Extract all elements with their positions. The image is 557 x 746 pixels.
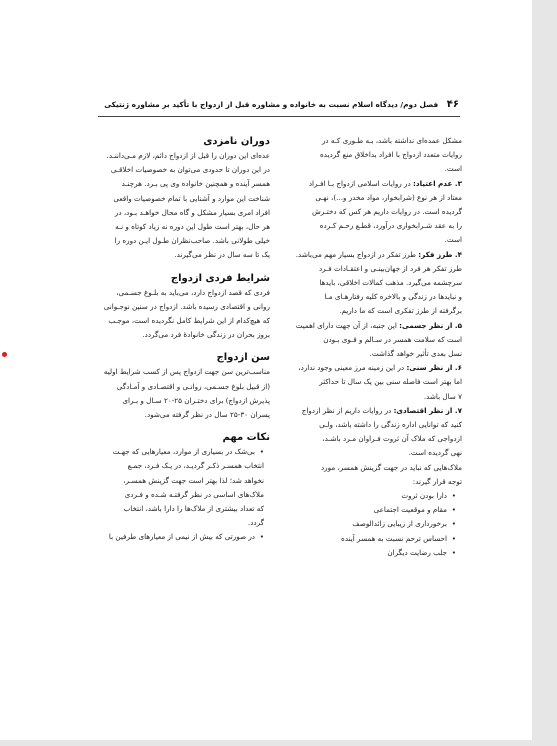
text-line: را به عقد شـرابخواری درآورد، قطـع رحـم کـرده xyxy=(319,221,462,231)
text-line: هر حال، بهتر است طول این دوره نه زیاد کوتاه و نـه xyxy=(115,222,270,232)
criterion-mindset xyxy=(290,248,462,262)
text-line: شناخت این موارد و آشنایی با تمام خصوصیات واقعی xyxy=(113,193,270,203)
text-line: که تعداد بیشتری از ملاک‌ها را دارا باشد، انتخاب xyxy=(123,504,264,514)
criterion-age xyxy=(290,361,462,375)
list-item: • برخورداری از زیبایی زائدالوصف xyxy=(290,517,456,531)
chapter-title: فصل دوم/ دیدگاه اسلام نسبت به خانواده و مشاوره قبل از ازدواج با تأکید بر مشاوره ژنتیکی xyxy=(104,100,439,109)
list-item: • در صورتی که بیش از نیمی از معیارهای طرفین با xyxy=(98,530,264,544)
text-line: ملاک‌های اساسی در نظر گرفتـه شـده و فـردی xyxy=(124,489,264,499)
page-number: ۴۶ xyxy=(446,99,459,110)
criterion-addiction xyxy=(290,177,462,191)
left-column xyxy=(98,134,270,545)
list-item: • مقام و موقعیت اجتماعی xyxy=(290,503,456,517)
text-line: گردیده است. در روایات داریم هر کس که دختـرش xyxy=(311,207,462,217)
text-line: کنید که توانایی اداره زندگی را داشته باشد، ولـی xyxy=(319,420,462,430)
text-line: انتخاب همسـر ذکـر گرديـد، در يـک فـرد، جمـع xyxy=(127,461,264,471)
list-item: • بی‌شک در بسیاری از موارد، معیارهایی که جهـت xyxy=(98,445,264,459)
text-line: معتاد از هر نوع (شرابخوار، مواد مخدر و...)، نهـی xyxy=(315,192,462,202)
header-divider xyxy=(98,116,460,117)
criterion-label: ۶. از نظر سنی: xyxy=(406,363,462,373)
text-line: که هیچ‌کدام از این شرایط کامل نگردیده است، موجـب xyxy=(108,316,270,326)
section-heading-key-points: نکات مهم xyxy=(222,432,270,444)
text-line: نهی گردیده است. xyxy=(408,448,462,458)
text-line: برگرفته از طرز تفکری است که ما داریم. xyxy=(339,306,462,316)
red-marker-dot xyxy=(2,352,7,357)
text-line: خیلی طولانی باشد. صاحب‌نظران طـول ایـن دوره را xyxy=(114,236,270,246)
text-line: پذیرش ازدواج) برای دختـران ۲۵-۲۰ سـال و بـرای xyxy=(122,395,270,405)
text-line: توجه قرار گیرند: xyxy=(412,476,462,486)
text-line: پسران ۳۰-۲۵ سال در نظر گرفته می‌شود. xyxy=(144,410,270,420)
text-line: در این زمینه مرز معینی وجود ندارد، xyxy=(298,363,405,373)
criterion-label: ۷. از نظر اقتصادی: xyxy=(393,405,462,415)
criterion-physical xyxy=(290,319,462,333)
list-item: • جلب رضایت دیگران xyxy=(290,546,456,560)
text-line: نسل بعدی تأثیر خواهد گذاشت. xyxy=(369,349,462,359)
text-line: طرز تفکر هر فرد از جهان‌بینـی و اعتقـادات فـرد xyxy=(318,263,462,273)
text-line: ازدواجی که ملاک آن ثروت فـراوان مـرد باشـد، xyxy=(322,434,462,444)
text-line: است که سلامت همسر در سـالم و قـوی بـودن xyxy=(323,334,462,344)
criterion-economic xyxy=(290,404,462,418)
text-line: عده‌ای این دوران را قبل از ازدواج دائم، لازم مـی‌داننـد. xyxy=(106,151,270,160)
text-line: بروز بحران در زندگی خانوادهٔ فرد می‌گردد. xyxy=(142,330,270,340)
text-line: است. xyxy=(444,235,462,245)
text-line: اما بهتر است فاصله سنی بین یک سال تا حداکثر xyxy=(319,377,462,387)
text-line: است. xyxy=(444,164,462,174)
text-line: مشکل عمده‌ای نداشته باشد، بـه طـوری کـه در xyxy=(321,136,462,145)
section-heading-conditions: شرایط فردی ازدواج xyxy=(170,272,270,284)
list-item: • احساس ترحم نسبت به همسر آینده xyxy=(290,532,456,546)
text-line: ۷ سال باشد. xyxy=(423,391,462,401)
text-line: در این دوران تا حدودی می‌توان به خصوصیات اخلاقـی xyxy=(110,165,270,175)
text-line: و نبایدها در زندگی و بالاخره کلیه رفتارهـای مـا xyxy=(324,292,462,302)
right-column xyxy=(290,134,462,560)
text-line: مناسب‌ترین سن جهت ازدواج پس از کسب شرایط اولیه xyxy=(103,367,270,377)
text-line: یک تا سه سال در نظر می‌گیرند. xyxy=(174,250,270,260)
text-line: فردی که قصد ازدواج دارد، می‌باید به بلـوغ جسـمی، xyxy=(116,287,270,297)
text-line: نخواهد شد؛ لذا بهتر است جهت گزینش همسـر، xyxy=(123,475,264,485)
criterion-label: ۴. طرز فکر: xyxy=(418,249,462,259)
text-line: این جنبه، از آن جهت دارای اهمیت xyxy=(295,320,397,330)
text-line: در روایات اسلامی ازدواج بـا افـراد xyxy=(308,178,411,188)
text-line: همسر آینده و همچنین خانواده وی پی بـرد. هرچنـد xyxy=(121,179,270,189)
text-line: در روایات داریم از نظر ازدواج xyxy=(301,405,392,415)
criterion-label: ۵. از نظر جسمی: xyxy=(399,320,462,330)
key-points-list xyxy=(98,445,270,544)
text-line: روایات متعدد ازدواج با افراد بداخلاق منع گردیده xyxy=(320,150,462,160)
text-line: روانی و اقتصادی رسیده باشد. ازدواج در سنین نوجـوانی xyxy=(103,301,270,311)
text-line: سرچشمه می‌گیرد. مذهب کمالات اخلاقی، بایدها xyxy=(319,278,462,288)
text-line: ملاک‌هایی که نباید در جهت گزینش همسر، مورد xyxy=(320,462,462,472)
section-heading-marriage-age: سن ازدواج xyxy=(216,352,270,364)
text-line: گردد. xyxy=(247,518,264,528)
list-item: • دارا بودن ثروت xyxy=(290,489,456,503)
running-header xyxy=(97,99,459,111)
text-line: افراد امری بسیار مشکل و گاه محال خواهـد بـود، در xyxy=(114,207,270,217)
excluded-criteria-list xyxy=(290,489,462,560)
criterion-label: ۳. عدم اعتیاد: xyxy=(413,178,462,188)
text-line: (از قبیل بلوغ جسـمی، روانـی و اقتصـادی و آمـادگی xyxy=(116,381,270,391)
text-line: طرز تفکر در ازدواج بسیار مهم می‌باشد. xyxy=(295,249,416,259)
section-heading-engagement: دوران نامزدی xyxy=(203,136,270,147)
